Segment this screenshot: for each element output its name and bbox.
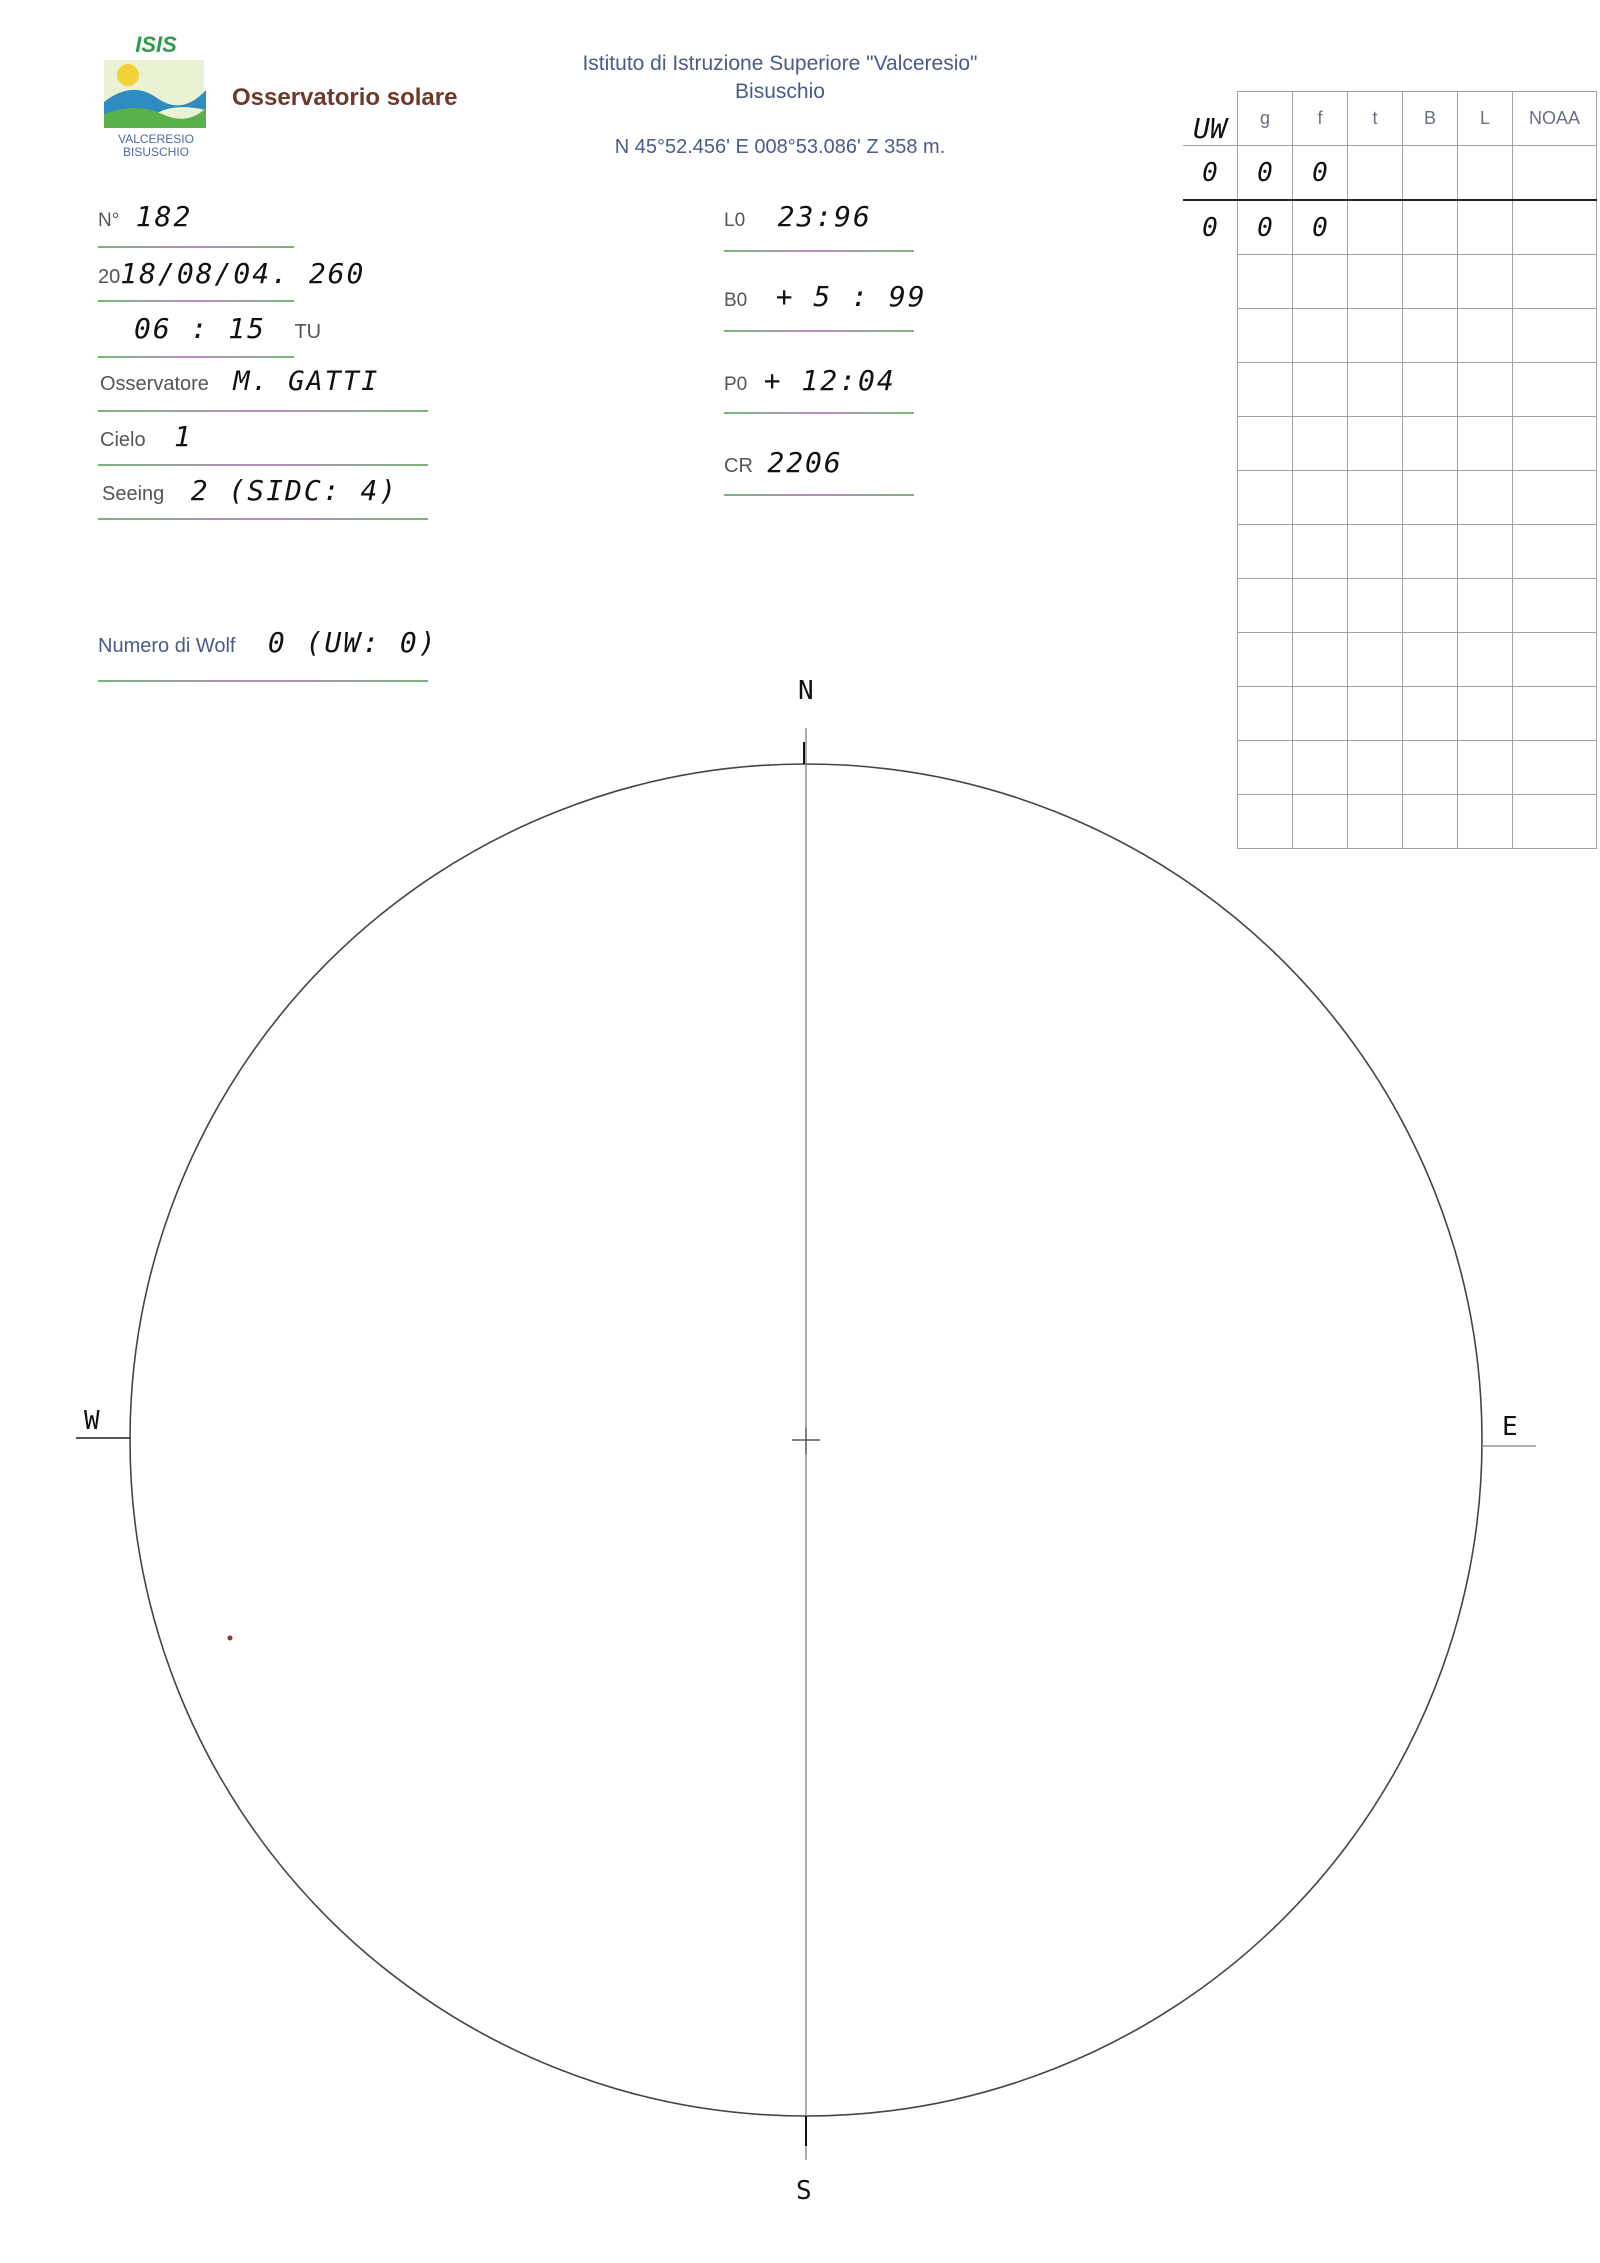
north-label: N (798, 676, 814, 706)
observation-number-value: 182 (135, 200, 193, 233)
cell-f: 0 (1293, 200, 1348, 255)
header-b: B (1403, 92, 1458, 146)
l0-label: L0 (724, 210, 746, 231)
b0-label: B0 (724, 290, 748, 311)
logo-mark: ISIS (135, 32, 177, 57)
observer-value: M. GATTI (233, 366, 380, 397)
uw-header: UW (1183, 92, 1238, 146)
cr-value: 2206 (767, 446, 843, 479)
ink-dot (228, 1636, 233, 1641)
cell-uw: 0 (1183, 146, 1238, 201)
cell-g: 0 (1238, 200, 1293, 255)
wolf-number-value: 0 (UW: 0) (267, 626, 438, 659)
observation-number-label: N° (98, 210, 120, 231)
south-label: S (796, 2176, 812, 2206)
header-t: t (1348, 92, 1403, 146)
east-label: E (1502, 1412, 1518, 1442)
observatory-title: Osservatorio solare (232, 84, 458, 111)
institute-town: Bisuschio (735, 80, 825, 103)
header-noaa: NOAA (1513, 92, 1597, 146)
cell-uw: 0 (1183, 200, 1238, 255)
seeing-value: 2 (SIDC: 4) (190, 474, 399, 507)
observatory-coordinates: N 45°52.456' E 008°53.086' Z 358 m. (614, 136, 946, 158)
seeing-label: Seeing (102, 483, 165, 505)
header-f: f (1293, 92, 1348, 146)
header-l: L (1458, 92, 1513, 146)
sky-value: 1 (174, 420, 193, 453)
cr-label: CR (724, 455, 753, 477)
observer-label: Osservatore (100, 373, 209, 395)
west-label: W (84, 1406, 100, 1436)
l0-value: 23:96 (777, 200, 872, 233)
time-unit: TU (294, 321, 322, 343)
p0-label: P0 (724, 374, 748, 395)
cell-g: 0 (1238, 146, 1293, 201)
b0-value: + 5 : 99 (775, 280, 927, 313)
p0-value: + 12:04 (763, 364, 896, 397)
cell-f: 0 (1293, 146, 1348, 201)
sky-label: Cielo (100, 429, 146, 451)
wolf-number-label: Numero di Wolf (98, 635, 236, 657)
date-value: 18/08/04. 260 (120, 257, 366, 290)
institute-name: Istituto di Istruzione Superiore "Valceresio" (582, 52, 978, 75)
header-g: g (1238, 92, 1293, 146)
logo-caption-2: BISUSCHIO (122, 145, 190, 159)
time-value: 06 : 15 (134, 312, 267, 345)
logo-caption-1: VALCERESIO (118, 132, 194, 146)
date-prefix: 20 (98, 266, 121, 288)
